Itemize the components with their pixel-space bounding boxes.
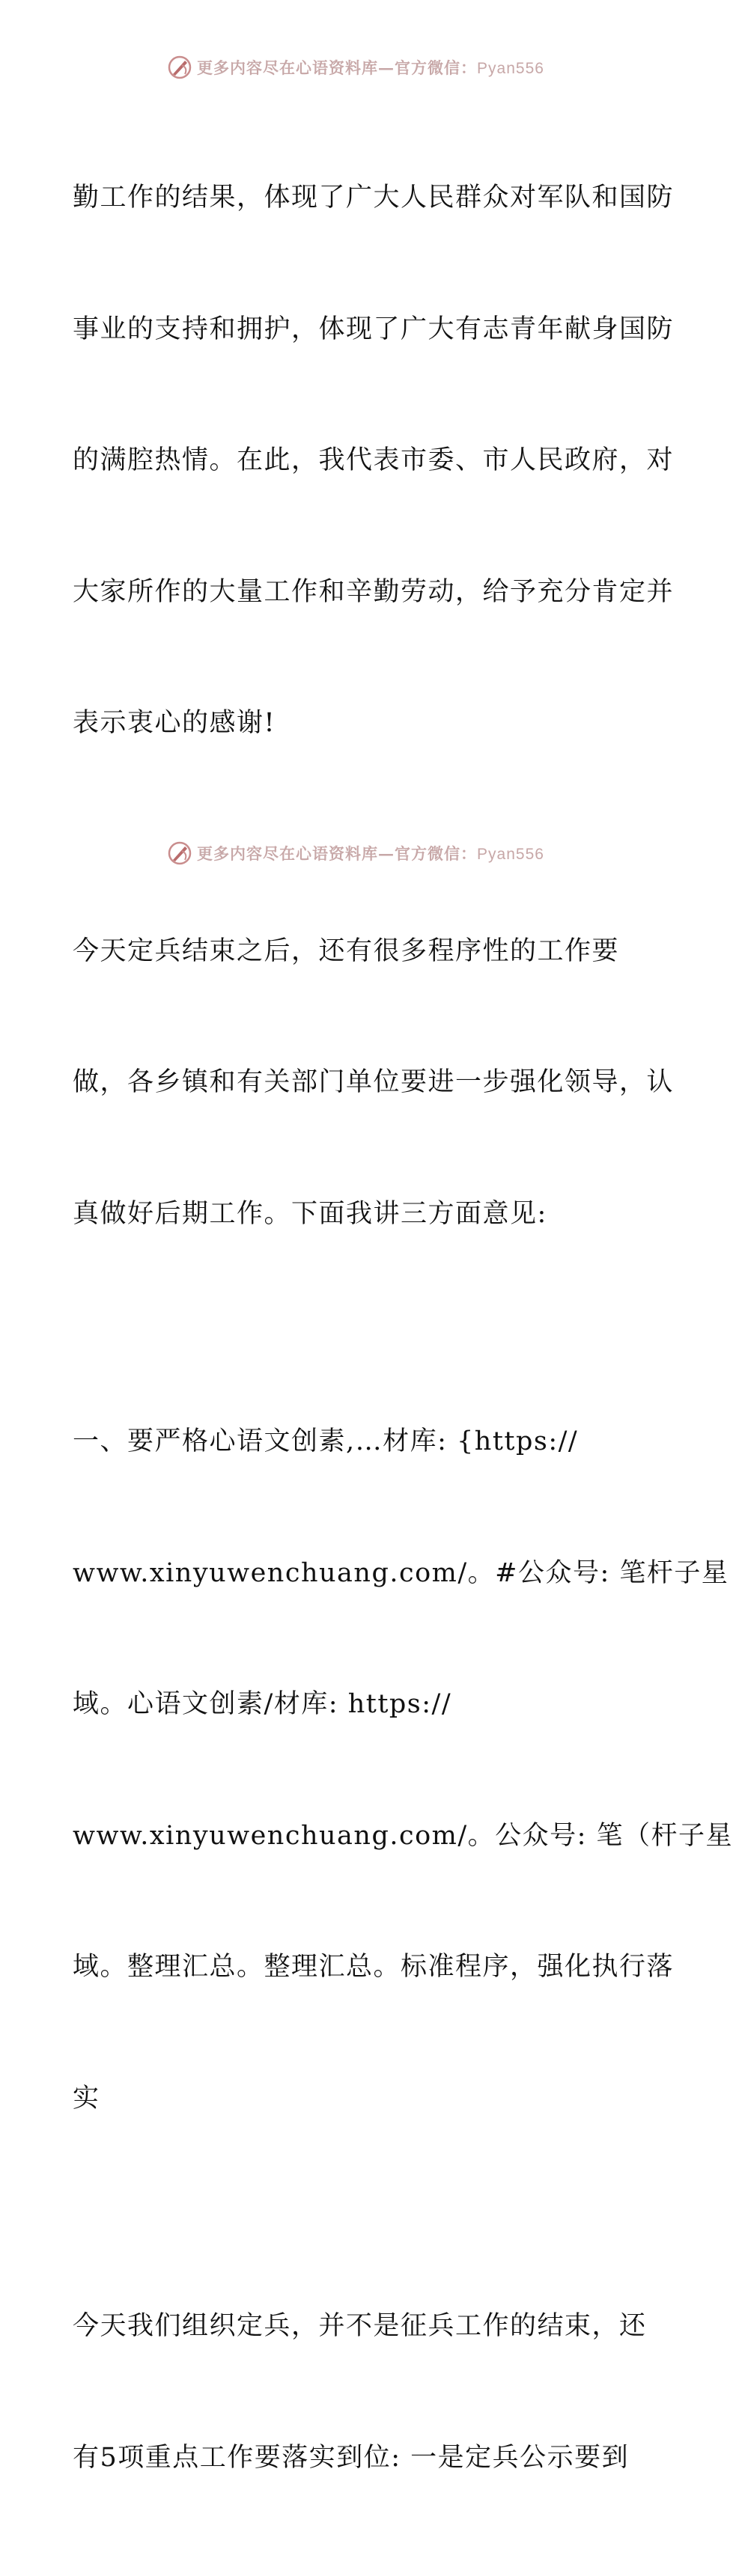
watermark-label: 更多内容尽在心语资料库—官方微信： [197,58,478,77]
text-line: 实 [73,2083,100,2113]
paragraph-2 [73,842,675,1324]
text-line: 事业的支持和拥护，体现了广大有志青年献身国防 [73,314,675,344]
watermark-text [197,56,544,79]
text-line: www.xinyuwenchuang.com/。公众号: 笔（杆子星 [73,1820,733,1851]
text-line: 勤工作的结果，体现了广大人民群众对军队和国防 [73,183,675,213]
text-line: 的满腔热情。在此，我代表市委、市人民政府，对 [73,445,675,475]
watermark-wechat-id: Pyan556 [477,846,544,863]
text-line: 做，各乡镇和有关部门单位要进一步强化领导，认 [73,1067,675,1097]
text-line: 一、要严格心语文创素,…材库: {https:// [73,1426,579,1456]
quill-logo-icon [167,55,192,80]
paragraph-4 [73,2217,647,2567]
watermark-wechat-id: Pyan556 [477,60,544,77]
text-line: 真做好后期工作。下面我讲三方面意见: [73,1198,547,1229]
text-line: 有5项重点工作要落实到位: 一是定兵公示要到 [73,2442,630,2473]
text-line: 大家所作的大量工作和辛勤劳动，给予充分肯定并 [73,576,675,607]
watermark-text [197,842,544,864]
watermark-label: 更多内容尽在心语资料库—官方微信： [197,844,478,863]
text-line: www.xinyuwenchuang.com/。#公众号: 笔杆子星 [73,1557,729,1588]
header-watermark [0,52,711,82]
paragraph-3 [73,1332,733,2208]
text-line: 今天定兵结束之后，还有很多程序性的工作要 [73,936,620,966]
text-line: 域。整理汇总。整理汇总。标准程序，强化执行落 [73,1952,675,1982]
document-body [73,88,733,2576]
footer-watermark [0,838,711,868]
quill-logo-icon [167,840,192,866]
text-line: 今天我们组织定兵，并不是征兵工作的结束，还 [73,2311,647,2341]
text-line: 域。心语文创素/材库: https:// [73,1689,452,1719]
paragraph-1 [73,88,675,833]
text-line: 表示衷心的感谢! [73,708,276,738]
